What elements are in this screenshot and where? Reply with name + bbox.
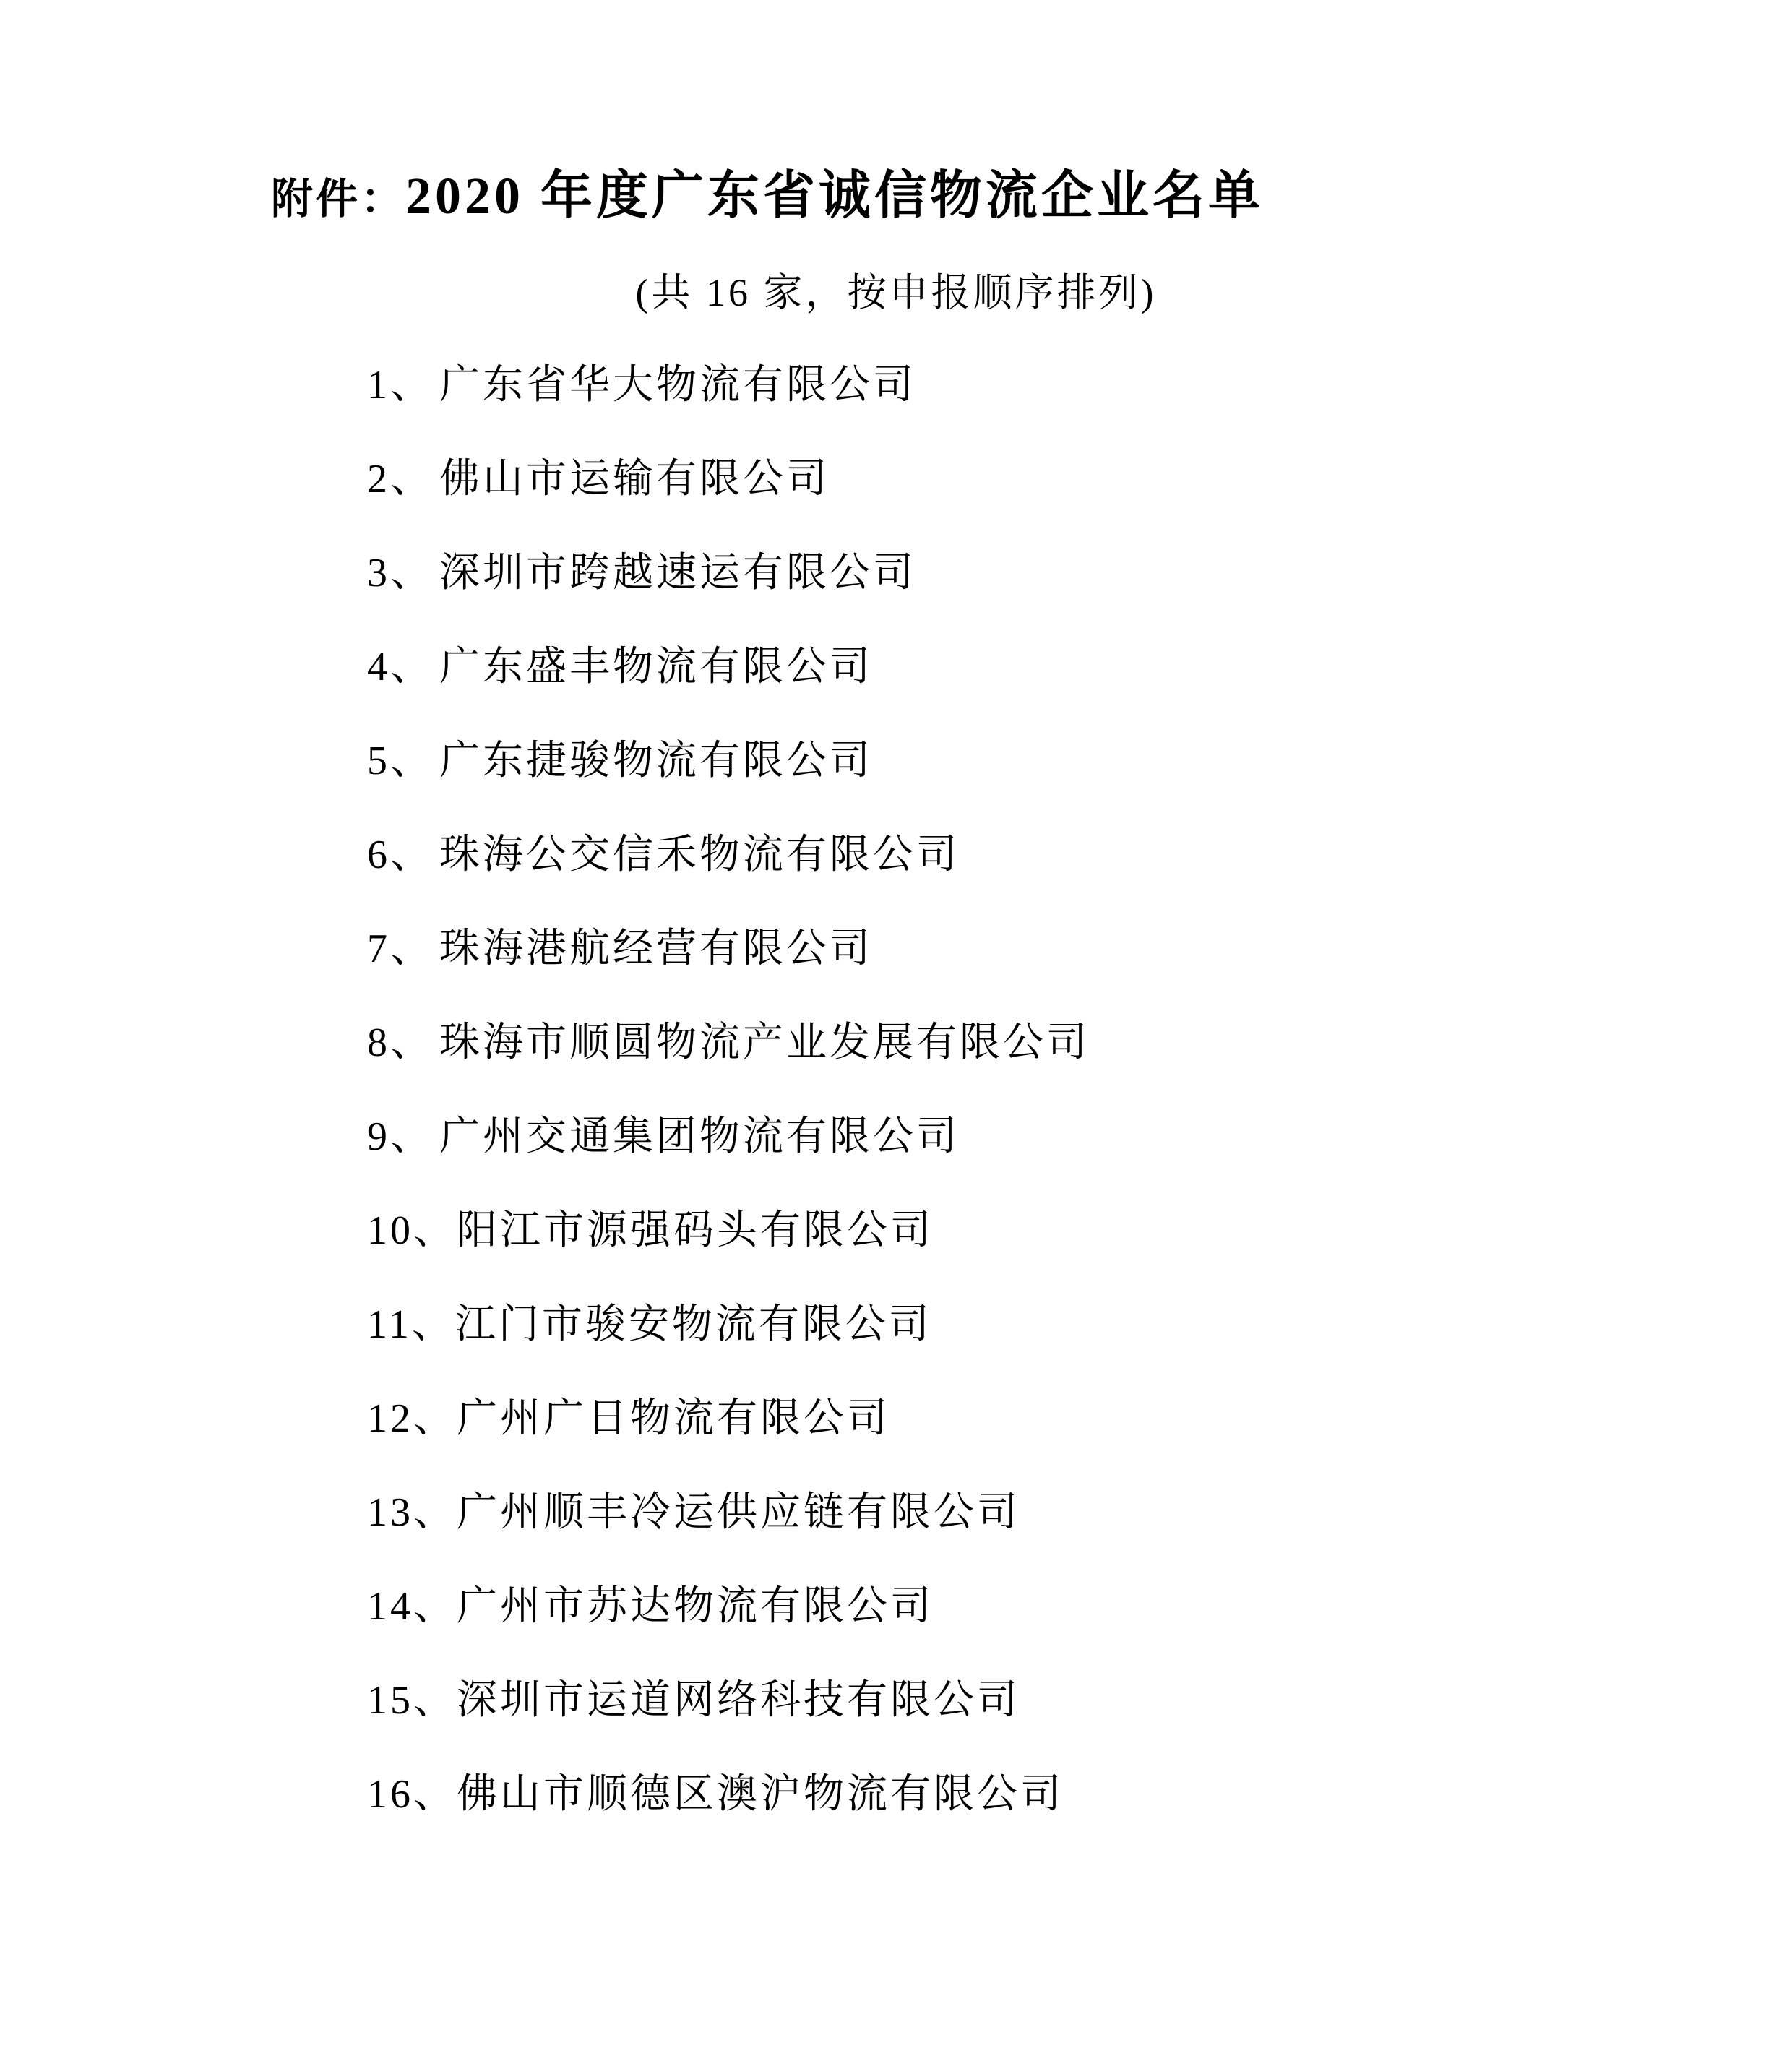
item-name: 广东省华大物流有限公司	[439, 363, 916, 408]
item-name: 广东盛丰物流有限公司	[439, 645, 873, 689]
item-number: 10、	[367, 1208, 457, 1253]
list-item	[367, 714, 1090, 808]
item-number: 15、	[367, 1678, 457, 1723]
item-number: 7、	[367, 926, 434, 971]
item-name: 江门市骏安物流有限公司	[455, 1302, 932, 1347]
item-name: 佛山市运输有限公司	[439, 457, 830, 502]
list-item	[367, 432, 1090, 526]
item-name: 广州市苏达物流有限公司	[457, 1584, 934, 1629]
item-number: 11、	[367, 1302, 455, 1347]
list-item	[367, 1090, 1090, 1184]
item-number: 16、	[367, 1772, 457, 1817]
attachment-label: 附件：	[271, 176, 406, 223]
item-name: 广州交通集团物流有限公司	[439, 1114, 960, 1159]
item-number: 2、	[367, 457, 434, 502]
item-number: 14、	[367, 1584, 457, 1629]
item-number: 6、	[367, 832, 434, 877]
company-list	[367, 338, 1090, 1841]
item-number: 4、	[367, 645, 434, 689]
item-number: 9、	[367, 1114, 434, 1159]
list-item	[367, 620, 1090, 714]
item-name: 深圳市运道网络科技有限公司	[457, 1678, 1020, 1723]
item-number: 5、	[367, 739, 434, 783]
item-name: 广州顺丰冷运供应链有限公司	[457, 1490, 1020, 1535]
item-name: 珠海港航经营有限公司	[439, 926, 873, 971]
item-number: 1、	[367, 363, 434, 408]
list-item	[367, 1466, 1090, 1559]
item-number: 13、	[367, 1490, 457, 1535]
list-item	[367, 526, 1090, 620]
list-item	[367, 1653, 1090, 1747]
item-number: 3、	[367, 551, 434, 595]
item-name: 广东捷骏物流有限公司	[439, 739, 873, 783]
title-line	[271, 153, 1264, 228]
item-name: 珠海公交信禾物流有限公司	[439, 832, 960, 877]
list-item	[367, 1559, 1090, 1653]
item-name: 深圳市跨越速运有限公司	[439, 551, 916, 595]
list-item	[367, 1747, 1090, 1841]
item-name: 阳江市源强码头有限公司	[457, 1208, 934, 1253]
item-name: 珠海市顺圆物流产业发展有限公司	[439, 1020, 1090, 1065]
item-name: 佛山市顺德区澳沪物流有限公司	[457, 1772, 1064, 1817]
item-name: 广州广日物流有限公司	[457, 1396, 890, 1441]
list-item	[367, 1372, 1090, 1466]
list-item	[367, 1184, 1090, 1278]
item-number: 8、	[367, 1020, 434, 1065]
page-title: 2020 年度广东省诚信物流企业名单	[405, 167, 1265, 225]
list-item	[367, 902, 1090, 996]
item-number: 12、	[367, 1396, 457, 1441]
list-item	[367, 1278, 1090, 1372]
list-item	[367, 338, 1090, 432]
list-item	[367, 996, 1090, 1090]
subtitle: (共 16 家，按申报顺序排列)	[635, 271, 1157, 314]
list-item	[367, 808, 1090, 902]
